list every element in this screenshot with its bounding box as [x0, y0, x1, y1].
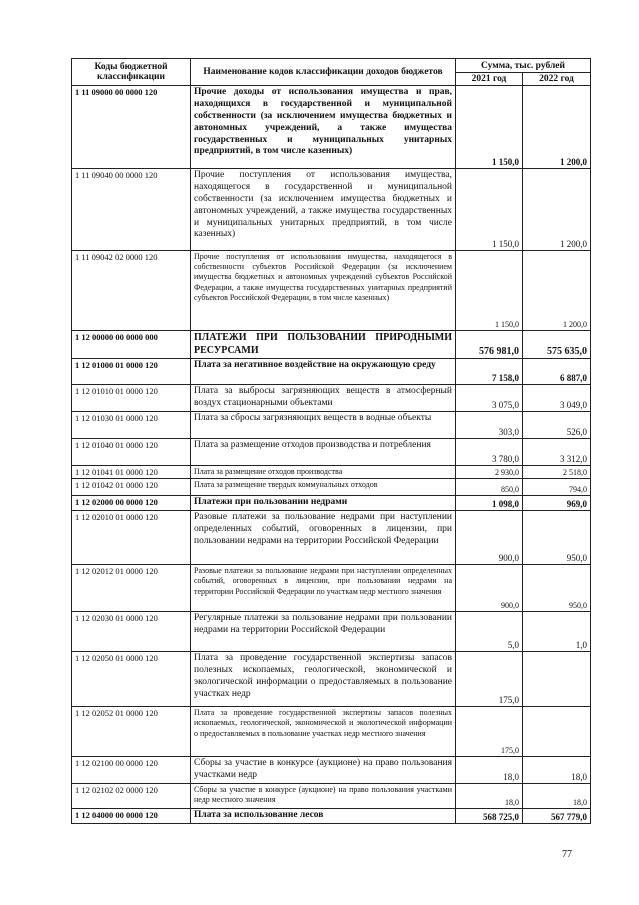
table-row	[72, 466, 591, 479]
row-value-2021: 576 981,0	[456, 331, 523, 359]
row-name: Разовые платежи за пользование недрами при наступлении определенных событий, оговоренных в лицензии, при пользовании недрами на территории Российской Федерации	[191, 511, 456, 565]
row-value-2022: 2 518,0	[523, 466, 591, 479]
row-value-2021: 850,0	[456, 479, 523, 496]
row-code: 1 12 04000 00 0000 120	[72, 809, 191, 824]
table-row	[72, 169, 591, 251]
row-name: Сборы за участие в конкурсе (аукционе) на право пользования участками недр	[191, 757, 456, 784]
row-code: 1 12 02050 01 0000 120	[72, 652, 191, 707]
row-value-2021: 1 150,0	[456, 86, 523, 169]
row-name: Плата за проведение государственной экспертизы запасов полезных ископаемых, геологической, экономической и экологической информации о предоставляемых в пользование участках недр местного значения	[191, 707, 456, 757]
row-value-2021: 900,0	[456, 565, 523, 612]
row-value-2021: 3 075,0	[456, 385, 523, 412]
row-value-2022: 575 635,0	[523, 331, 591, 359]
row-name: Плата за размещение отходов производства и потребления	[191, 439, 456, 466]
row-value-2022	[523, 652, 591, 707]
row-value-2021: 18,0	[456, 757, 523, 784]
table-row	[72, 331, 591, 359]
row-name: Плата за проведение государственной экспертизы запасов полезных ископаемых, геологической, экономической и экологической информации о предоставляемых в пользование участках недр	[191, 652, 456, 707]
row-value-2022: 1 200,0	[523, 86, 591, 169]
row-value-2021: 568 725,0	[456, 809, 523, 824]
header-sum: Сумма, тыс. рублей	[456, 59, 591, 73]
row-code: 1 12 02000 00 0000 120	[72, 496, 191, 511]
row-code: 1 12 02100 00 0000 120	[72, 757, 191, 784]
row-value-2021: 7 158,0	[456, 359, 523, 385]
page-number: 77	[562, 849, 572, 860]
row-code: 1 12 02102 02 0000 120	[72, 784, 191, 809]
row-name: ПЛАТЕЖИ ПРИ ПОЛЬЗОВАНИИ ПРИРОДНЫМИ РЕСУРСАМИ	[191, 331, 456, 359]
row-name: Прочие поступления от использования имущества, находящегося в государственной и муниципальной собственности (за исключением имущества бюджетных и автономных учреждений, а также имущества государственных и муниципальных унитарных предприятий, в том числе казенных)	[191, 169, 456, 251]
table-row	[72, 479, 591, 496]
row-name: Плата за размещение отходов производства	[191, 466, 456, 479]
table-row	[72, 809, 591, 824]
row-name: Плата за сбросы загрязняющих веществ в водные объекты	[191, 412, 456, 439]
row-value-2021: 18,0	[456, 784, 523, 809]
row-value-2021: 5,0	[456, 612, 523, 652]
row-name: Прочие доходы от использования имущества и прав, находящихся в государственной и муниципальной собственности (за исключением имущества бюджетных и автономных учреждений, а также имущества государственных и муниципальных унитарных предприятий, в том числе казенных)	[191, 86, 456, 169]
row-code: 1 12 02052 01 0000 120	[72, 707, 191, 757]
row-value-2022	[523, 707, 591, 757]
row-name: Регулярные платежи за пользование недрами при пользовании недрами на территории Российской Федерации	[191, 612, 456, 652]
table-row	[72, 784, 591, 809]
table-row	[72, 251, 591, 331]
budget-table	[71, 58, 591, 824]
row-code: 1 11 09040 00 0000 120	[72, 169, 191, 251]
table-row	[72, 412, 591, 439]
table-row	[72, 757, 591, 784]
table-row	[72, 565, 591, 612]
row-code: 1 12 02010 01 0000 120	[72, 511, 191, 565]
row-code: 1 12 00000 00 0000 000	[72, 331, 191, 359]
table-row	[72, 652, 591, 707]
row-code: 1 12 02012 01 0000 120	[72, 565, 191, 612]
header-names: Наименование кодов классификации доходов бюджетов	[191, 59, 456, 86]
row-value-2022: 3 049,0	[523, 385, 591, 412]
table-row	[72, 385, 591, 412]
row-code: 1 12 02030 01 0000 120	[72, 612, 191, 652]
row-code: 1 12 01000 01 0000 120	[72, 359, 191, 385]
row-code: 1 12 01041 01 0000 120	[72, 466, 191, 479]
row-name: Прочие поступления от использования имущества, находящегося в собственности субъектов Российской Федерации (за исключением имущества бюджетных и автономных учреждений субъектов Российской Федерации, а также имущества государственных унитарных предприятий субъектов Российской Федерации, в том числе казенных)	[191, 251, 456, 331]
row-value-2022: 794,0	[523, 479, 591, 496]
table-row	[72, 707, 591, 757]
table-row	[72, 359, 591, 385]
row-value-2022: 18,0	[523, 757, 591, 784]
table-row	[72, 439, 591, 466]
row-value-2022: 969,0	[523, 496, 591, 511]
header-year-2022: 2022 год	[523, 73, 591, 86]
row-value-2021: 1 150,0	[456, 169, 523, 251]
row-value-2021: 1 150,0	[456, 251, 523, 331]
row-code: 1 12 01040 01 0000 120	[72, 439, 191, 466]
row-name: Плата за выбросы загрязняющих веществ в атмосферный воздух стационарными объектами	[191, 385, 456, 412]
row-name: Плата за использование лесов	[191, 809, 456, 824]
row-value-2021: 900,0	[456, 511, 523, 565]
table-row	[72, 612, 591, 652]
row-code: 1 11 09042 02 0000 120	[72, 251, 191, 331]
table-row	[72, 511, 591, 565]
table-row	[72, 496, 591, 511]
row-value-2022: 526,0	[523, 412, 591, 439]
header-year-2021: 2021 год	[456, 73, 523, 86]
row-value-2021: 3 780,0	[456, 439, 523, 466]
row-value-2022: 950,0	[523, 511, 591, 565]
row-code: 1 12 01030 01 0000 120	[72, 412, 191, 439]
row-code: 1 12 01042 01 0000 120	[72, 479, 191, 496]
row-value-2022: 1 200,0	[523, 251, 591, 331]
row-value-2022: 3 312,0	[523, 439, 591, 466]
row-value-2022: 1,0	[523, 612, 591, 652]
row-value-2021: 303,0	[456, 412, 523, 439]
row-name: Сборы за участие в конкурсе (аукционе) на право пользования участками недр местного значения	[191, 784, 456, 809]
row-name: Плата за негативное воздействие на окружающую среду	[191, 359, 456, 385]
row-value-2022: 6 887,0	[523, 359, 591, 385]
row-value-2021: 175,0	[456, 707, 523, 757]
row-value-2021: 2 930,0	[456, 466, 523, 479]
row-value-2022: 1 200,0	[523, 169, 591, 251]
table-row	[72, 86, 591, 169]
row-name: Разовые платежи за пользование недрами при наступлении определенных событий, оговоренных в лицензии, при пользовании недрами на территории Российской Федерации по участкам недр местного значения	[191, 565, 456, 612]
row-name: Плата за размещение твердых коммунальных отходов	[191, 479, 456, 496]
row-code: 1 12 01010 01 0000 120	[72, 385, 191, 412]
row-value-2021: 175,0	[456, 652, 523, 707]
header-codes: Коды бюджетной классификации	[72, 59, 191, 86]
row-value-2022: 18,0	[523, 784, 591, 809]
row-name: Платежи при пользовании недрами	[191, 496, 456, 511]
row-code: 1 11 09000 00 0000 120	[72, 86, 191, 169]
row-value-2022: 950,0	[523, 565, 591, 612]
row-value-2021: 1 098,0	[456, 496, 523, 511]
row-value-2022: 567 779,0	[523, 809, 591, 824]
